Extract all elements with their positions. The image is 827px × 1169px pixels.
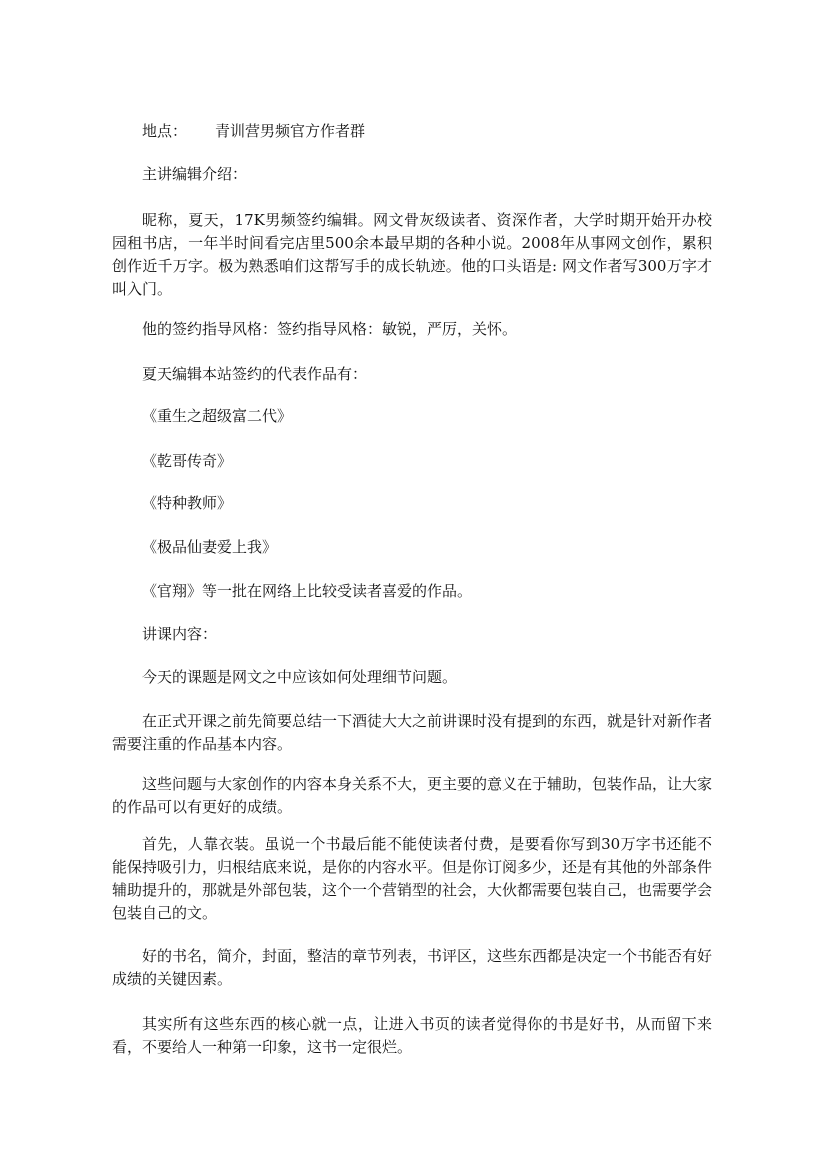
location-value: 青训营男频官方作者群 <box>215 122 366 140</box>
body-paragraph: 在正式开课之前先简要总结一下酒徒大大之前讲课时没有提到的东西，就是针对新作者需要注重的作品基本内容。 <box>112 712 713 753</box>
body-paragraph: 好的书名，简介，封面，整洁的章节列表，书评区，这些东西都是决定一个书能否有好成绩的关键因素。 <box>112 947 713 988</box>
work-title: 《极品仙妻爱上我》 <box>142 538 278 556</box>
work-title: 《特种教师》 <box>142 494 233 512</box>
lecture-heading: 讲课内容： <box>142 625 218 643</box>
signing-style-paragraph: 他的签约指导风格：签约指导风格：敏锐，严厉，关怀。 <box>142 320 518 338</box>
body-paragraph: 其实所有这些东西的核心就一点，让进入书页的读者觉得你的书是好书，从而留下来看，不要给人一种第一印象，这书一定很烂。 <box>112 1015 712 1056</box>
editor-intro-heading: 主讲编辑介绍： <box>142 165 248 183</box>
editor-bio-paragraph: 昵称，夏天，17K男频签约编辑。网文骨灰级读者、资深作者，大学时期开始开办校园租书店，一年半时间看完店里500余本最早期的各种小说。2008年从事网文创作，累积创作近千万字。极为熟悉咱们这帮写手的成长轨迹。他的口头语是: 网文作者写300万字才叫入门。 <box>112 211 712 298</box>
works-heading: 夏天编辑本站签约的代表作品有： <box>142 365 368 383</box>
location-line <box>112 120 712 143</box>
body-paragraph: 今天的课题是网文之中应该如何处理细节问题。 <box>142 668 458 686</box>
work-title-last: 《官翔》等一批在网络上比较受读者喜爱的作品。 <box>142 582 473 600</box>
location-label: 地点： <box>142 122 188 140</box>
body-paragraph: 这些问题与大家创作的内容本身关系不大，更主要的意义在于辅助，包装作品，让大家的作品可以有更好的成绩。 <box>112 775 713 816</box>
body-paragraph: 首先，人靠衣装。虽说一个书最后能不能使读者付费，是要看你写到30万字书还能不能保持吸引力，归根结底来说，是你的内容水平。但是你订阅多少，还是有其他的外部条件辅助提升的，那就是外部包装，这个一个营销型的社会，大伙都需要包装自己，也需要学会包装自己的文。 <box>112 835 713 922</box>
work-title: 《重生之超级富二代》 <box>142 407 293 425</box>
work-title: 《乾哥传奇》 <box>142 452 233 470</box>
